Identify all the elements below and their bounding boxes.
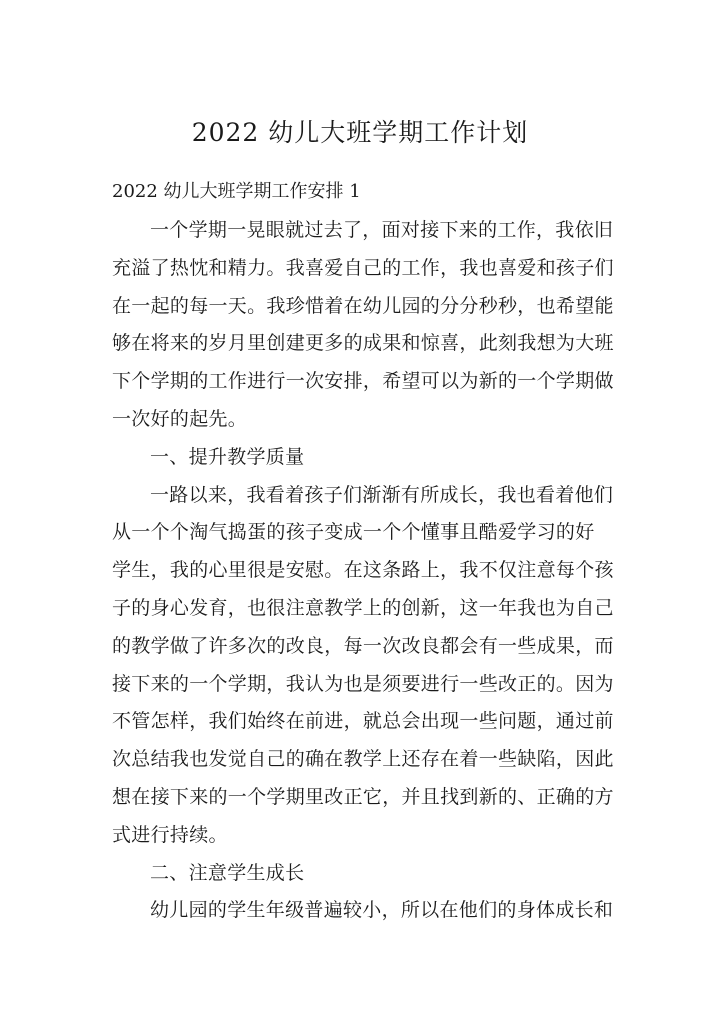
paragraph-line: 在一起的每一天。我珍惜着在幼儿园的分分秒秒，也希望能 xyxy=(112,294,614,317)
paragraph-line: 一个学期一晃眼就过去了，面对接下来的工作，我依旧 xyxy=(150,219,614,241)
paragraph-line: 的教学做了许多次的改良，每一次改良都会有一些成果，而 xyxy=(112,634,614,657)
paragraph-line: 式进行持续。 xyxy=(112,823,228,846)
paragraph-line: 一路以来，我看着孩子们渐渐有所成长，我也看着他们 xyxy=(150,483,614,506)
paragraph-line: 子的身心发育，也很注意教学上的创新，这一年我也为自己 xyxy=(112,596,614,619)
paragraph-line: 想在接下来的一个学期里改正它，并且找到新的、正确的方 xyxy=(112,785,614,808)
paragraph-line: 一次好的起先。 xyxy=(112,407,248,430)
paragraph-line: 学生，我的心里很是安慰。在这条路上，我不仅注意每个孩 xyxy=(112,559,614,582)
paragraph-line: 次总结我也发觉自己的确在教学上还存在着一些缺陷，因此 xyxy=(112,748,614,771)
paragraph-line: 幼儿园的学生年级普遍较小，所以在他们的身体成长和 xyxy=(150,899,614,922)
document-body xyxy=(112,212,632,930)
document-subtitle: 2022 幼儿大班学期工作安排 1 xyxy=(112,181,361,202)
paragraph-line: 不管怎样，我们始终在前进，就总会出现一些问题，通过前 xyxy=(112,710,614,733)
document-title: 2022 幼儿大班学期工作计划 xyxy=(191,118,529,147)
section-heading: 一、提升教学质量 xyxy=(150,445,305,468)
paragraph-line: 下个学期的工作进行一次安排，希望可以为新的一个学期做 xyxy=(112,370,614,393)
section-heading: 二、注意学生成长 xyxy=(150,861,305,884)
paragraph-line: 够在将来的岁月里创建更多的成果和惊喜，此刻我想为大班 xyxy=(112,332,614,355)
paragraph-line: 接下来的一个学期，我认为也是须要进行一些改正的。因为 xyxy=(112,672,614,695)
paragraph-line: 从一个个淘气捣蛋的孩子变成一个个懂事且酷爱学习的好 xyxy=(112,521,595,544)
paragraph-line: 充溢了热忱和精力。我喜爱自己的工作，我也喜爱和孩子们 xyxy=(112,256,614,279)
